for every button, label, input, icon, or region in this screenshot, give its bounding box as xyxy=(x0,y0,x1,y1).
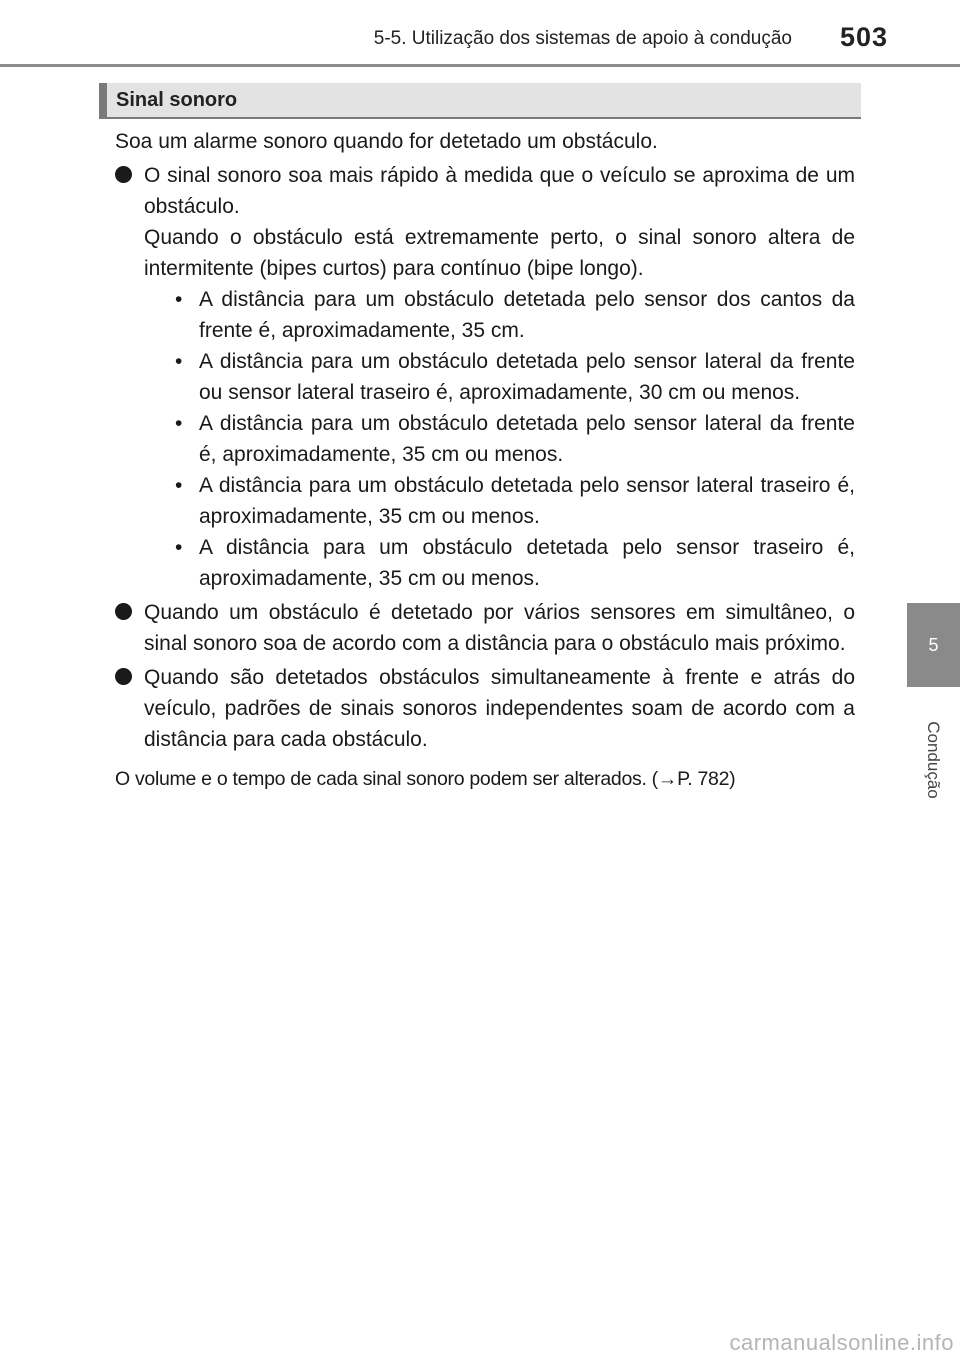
page-number: 503 xyxy=(839,22,888,52)
sub-list xyxy=(144,284,855,594)
chapter-label: Condução xyxy=(924,721,943,799)
intro-paragraph: Soa um alarme sonoro quando for detetado um obstáculo. xyxy=(115,130,658,153)
chapter-tab: 5 xyxy=(907,603,960,687)
sub-item-text: A distância para um obstáculo detetada pelo sensor lateral da frente é, aproximadamente, 35 cm ou menos. xyxy=(199,412,855,466)
bullet-dot-icon xyxy=(115,668,132,685)
sub-item-text: A distância para um obstáculo detetada pelo sensor lateral traseiro é, aproximadamente, 35 cm ou menos. xyxy=(199,474,855,528)
sub-list-item xyxy=(144,470,855,532)
small-bullet-icon: • xyxy=(175,474,183,497)
bullet-text: Quando o obstáculo está extremamente perto, o sinal sonoro altera de intermitente (bipes curtos) para contínuo (bipe longo). xyxy=(144,226,855,280)
section-heading-box xyxy=(99,83,861,119)
bullet-dot-icon xyxy=(115,166,132,183)
bullet-text: O sinal sonoro soa mais rápido à medida que o veículo se aproxima de um obstáculo. xyxy=(144,164,855,218)
sub-list-item xyxy=(144,346,855,408)
small-bullet-icon: • xyxy=(175,412,183,435)
sub-list-item xyxy=(144,532,855,594)
heading-accent-bar xyxy=(99,83,107,117)
small-bullet-icon: • xyxy=(175,536,183,559)
small-bullet-icon: • xyxy=(175,288,183,311)
section-title: Sinal sonoro xyxy=(116,89,238,111)
sub-list-item xyxy=(144,284,855,346)
sub-item-text: A distância para um obstáculo detetada pelo sensor traseiro é, aproximadamente, 35 cm ou menos. xyxy=(199,536,855,590)
bullet-dot-icon xyxy=(115,603,132,620)
small-bullet-icon: • xyxy=(175,350,183,373)
watermark: carmanualsonline.info xyxy=(729,1330,954,1355)
bullet-text: Quando um obstáculo é detetado por vários sensores em simultâneo, o sinal sonoro soa de acordo com a distância para o obstáculo mais próximo. xyxy=(144,601,855,655)
footnote: O volume e o tempo de cada sinal sonoro podem ser alterados. (→P. 782) xyxy=(115,768,736,790)
section-body xyxy=(115,126,855,795)
sub-item-text: A distância para um obstáculo detetada pelo sensor dos cantos da frente é, aproximadamente, 35 cm. xyxy=(199,288,855,342)
header-divider xyxy=(0,64,960,67)
sub-item-text: A distância para um obstáculo detetada pelo sensor lateral da frente ou sensor lateral traseiro é, aproximadamente, 30 cm ou menos. xyxy=(199,350,855,404)
bullet-item xyxy=(115,160,855,594)
bullet-text: Quando são detetados obstáculos simultaneamente à frente e atrás do veículo, padrões de sinais sonoros independentes soam de acordo com a distância para cada obstáculo. xyxy=(144,666,855,751)
bullet-item xyxy=(115,597,855,659)
bullet-item xyxy=(115,662,855,755)
sub-list-item xyxy=(144,408,855,470)
chapter-section-title: 5-5. Utilização dos sistemas de apoio à condução xyxy=(373,28,792,49)
